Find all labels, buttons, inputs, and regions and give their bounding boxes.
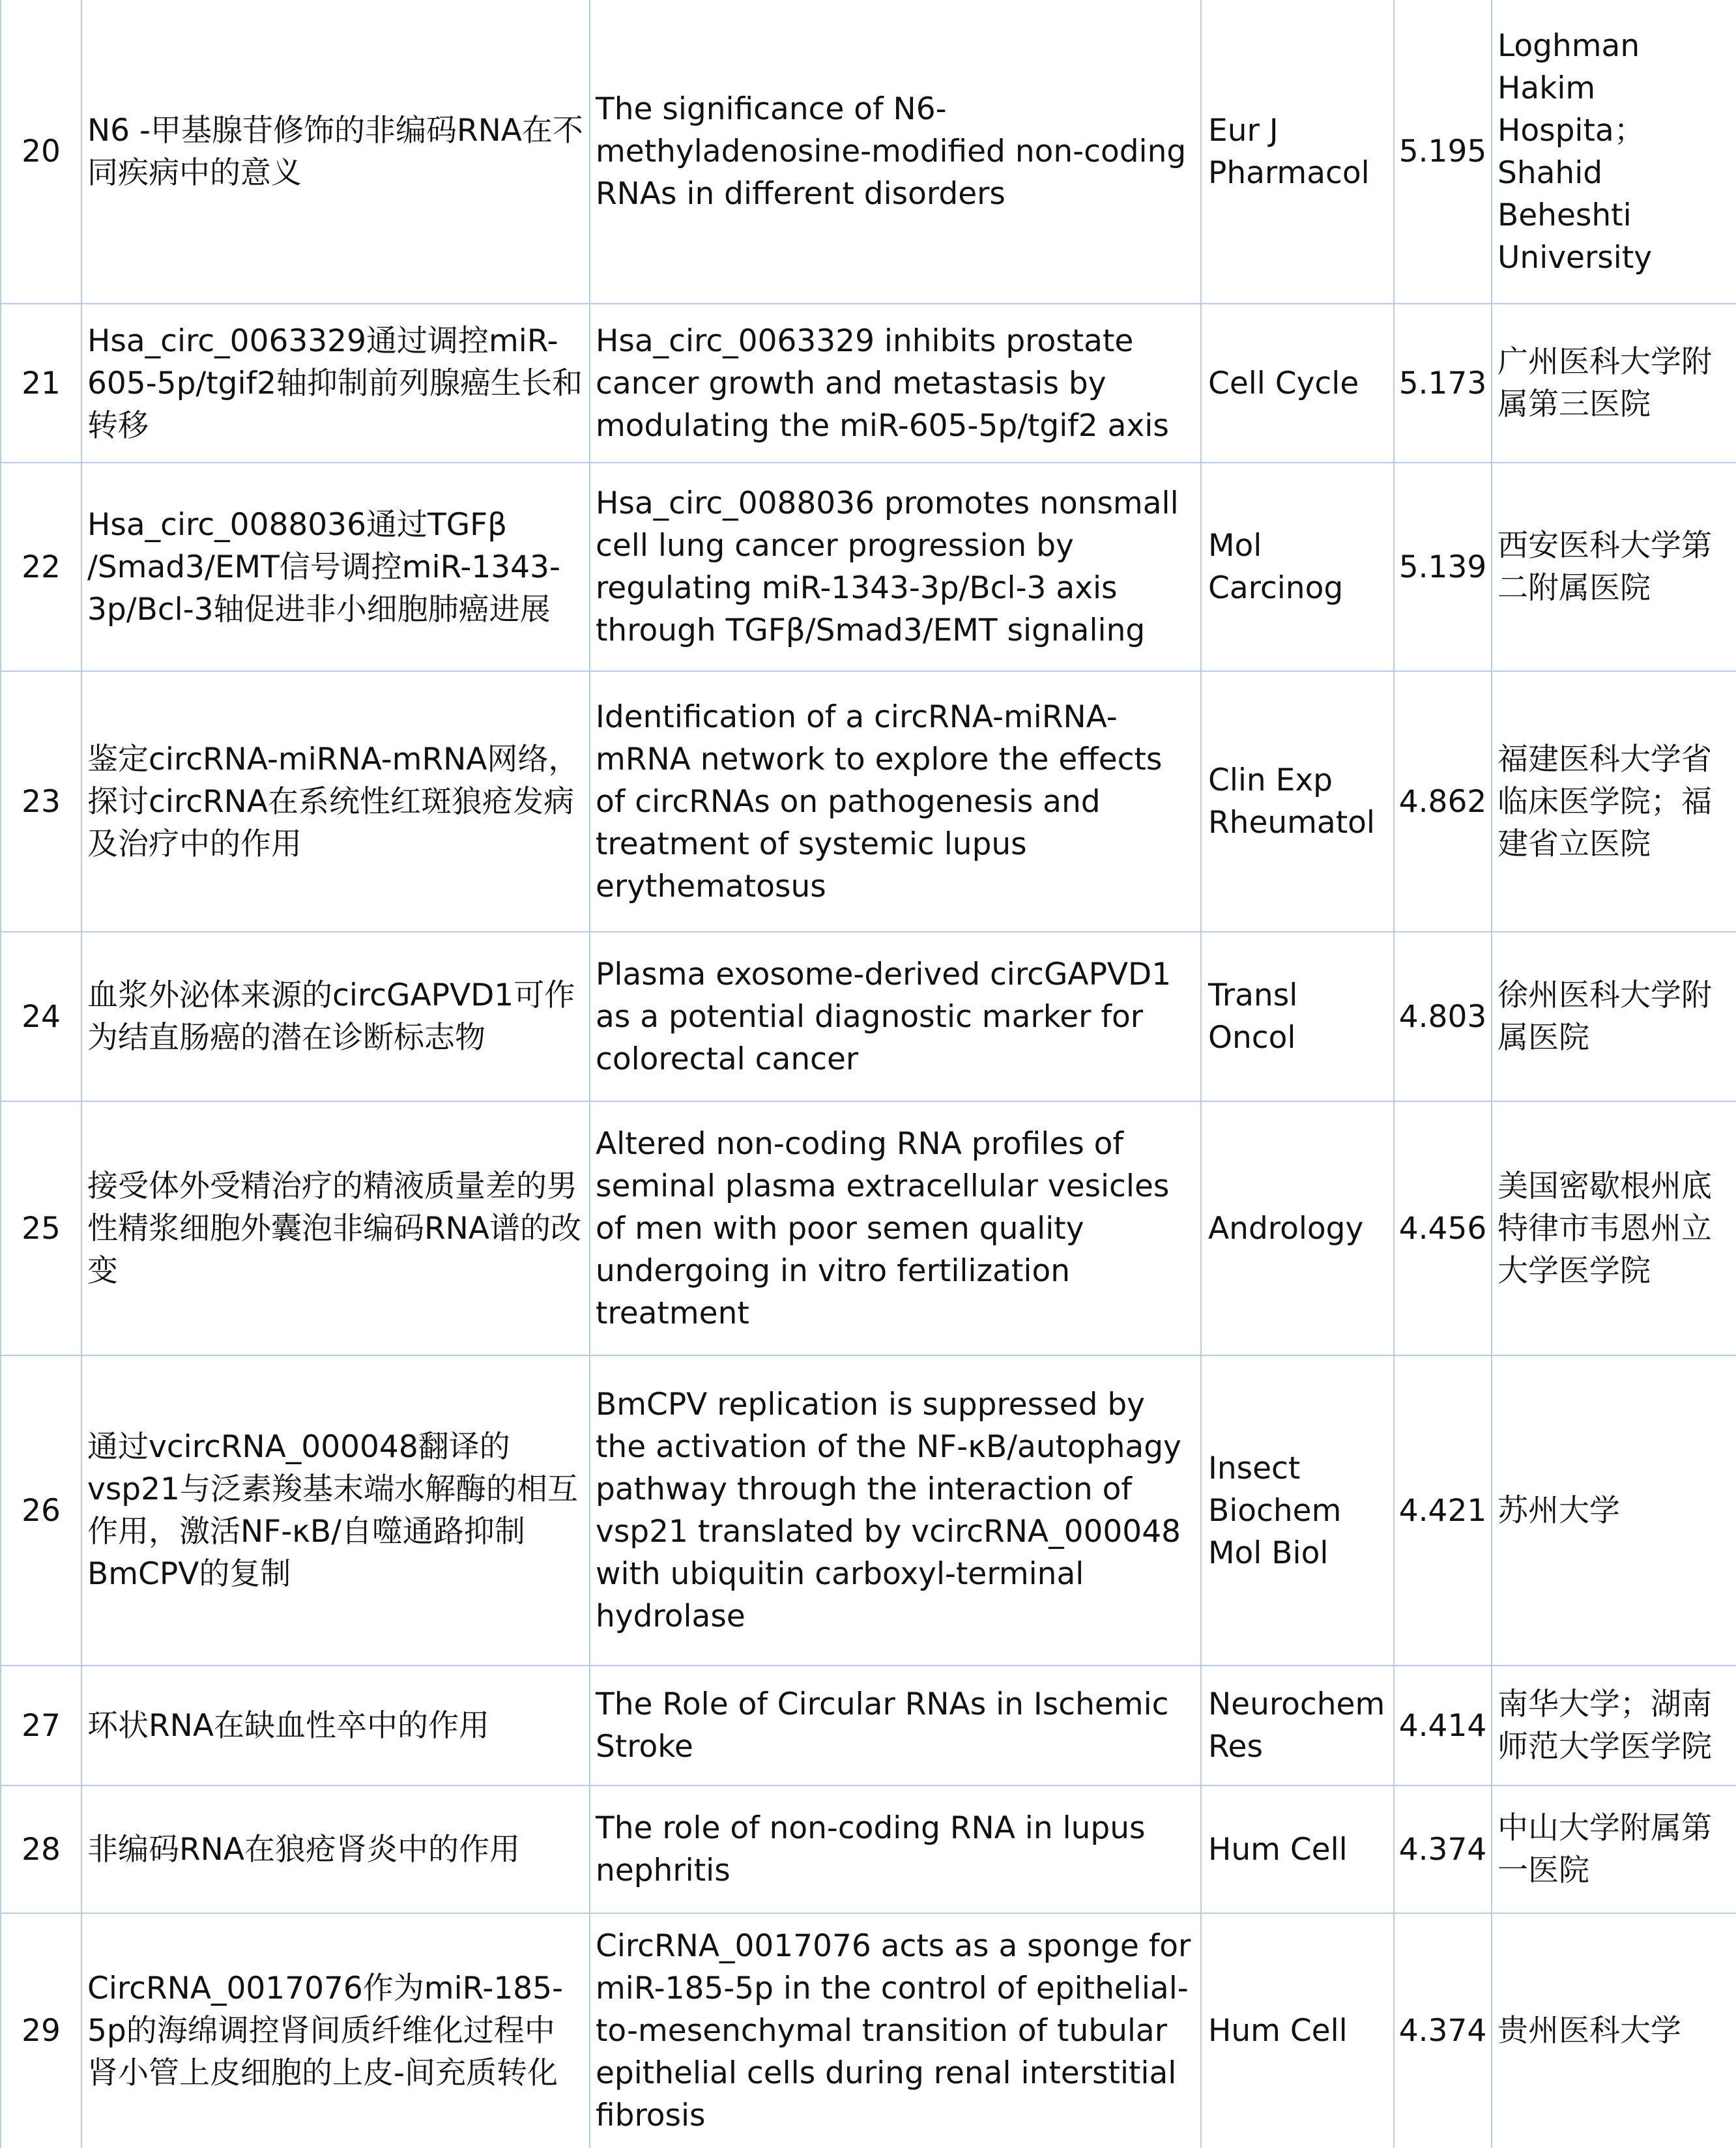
chinese-title: 环状RNA在缺血性卒中的作用 xyxy=(81,1666,590,1785)
table-row xyxy=(1,1785,1736,1913)
journal-name: Cell Cycle xyxy=(1201,304,1394,463)
journal-name: Mol Carcinog xyxy=(1201,463,1394,671)
journal-name: Insect Biochem Mol Biol xyxy=(1201,1355,1394,1666)
english-title: Altered non-coding RNA profiles of seminal plasma extracellular vesicles of men with poor semen quality undergoing in vitro fertilization treatment xyxy=(590,1101,1201,1355)
english-title: The Role of Circular RNAs in Ischemic Stroke xyxy=(590,1666,1201,1785)
table-row xyxy=(1,1355,1736,1666)
row-number: 25 xyxy=(1,1101,81,1355)
impact-factor: 4.862 xyxy=(1394,671,1492,932)
table-row xyxy=(1,1666,1736,1785)
journal-name: Transl Oncol xyxy=(1201,932,1394,1101)
chinese-title: CircRNA_0017076作为miR-185-5p的海绵调控肾间质纤维化过程中肾小管上皮细胞的上皮-间充质转化 xyxy=(81,1913,590,2148)
row-number: 28 xyxy=(1,1785,81,1913)
institution: 徐州医科大学附属医院 xyxy=(1492,932,1736,1101)
english-title: BmCPV replication is suppressed by the activation of the NF-κB/autophagy pathway through the interaction of vsp21 translated by vcircRNA_000048 with ubiquitin carboxyl-terminal hydrolase xyxy=(590,1355,1201,1666)
institution: Loghman Hakim Hospita；Shahid Beheshti University xyxy=(1492,0,1736,304)
institution: 贵州医科大学 xyxy=(1492,1913,1736,2148)
impact-factor: 5.173 xyxy=(1394,304,1492,463)
row-number: 24 xyxy=(1,932,81,1101)
chinese-title: 非编码RNA在狼疮肾炎中的作用 xyxy=(81,1785,590,1913)
english-title: The significance of N6-methyladenosine-modified non-coding RNAs in different disorders xyxy=(590,0,1201,304)
row-number: 29 xyxy=(1,1913,81,2148)
english-title: Hsa_circ_0063329 inhibits prostate cancer growth and metastasis by modulating the miR-605-5p/tgif2 axis xyxy=(590,304,1201,463)
impact-factor: 4.421 xyxy=(1394,1355,1492,1666)
row-number: 23 xyxy=(1,671,81,932)
institution: 南华大学；湖南师范大学医学院 xyxy=(1492,1666,1736,1785)
table-row xyxy=(1,0,1736,304)
english-title: CircRNA_0017076 acts as a sponge for miR-185-5p in the control of epithelial-to-mesenchymal transition of tubular epithelial cells during renal interstitial fibrosis xyxy=(590,1913,1201,2148)
institution: 美国密歇根州底特律市韦恩州立大学医学院 xyxy=(1492,1101,1736,1355)
institution: 广州医科大学附属第三医院 xyxy=(1492,304,1736,463)
chinese-title: Hsa_circ_0063329通过调控miR-605-5p/tgif2轴抑制前列腺癌生长和转移 xyxy=(81,304,590,463)
journal-name: Eur J Pharmacol xyxy=(1201,0,1394,304)
journal-name: Andrology xyxy=(1201,1101,1394,1355)
chinese-title: Hsa_circ_0088036通过TGFβ /Smad3/EMT信号调控miR-1343-3p/Bcl-3轴促进非小细胞肺癌进展 xyxy=(81,463,590,671)
chinese-title: 通过vcircRNA_000048翻译的vsp21与泛素羧基末端水解酶的相互作用，激活NF-κB/自噬通路抑制BmCPV的复制 xyxy=(81,1355,590,1666)
institution: 苏州大学 xyxy=(1492,1355,1736,1666)
impact-factor: 5.139 xyxy=(1394,463,1492,671)
chinese-title: 接受体外受精治疗的精液质量差的男性精浆细胞外囊泡非编码RNA谱的改变 xyxy=(81,1101,590,1355)
impact-factor: 4.374 xyxy=(1394,1785,1492,1913)
chinese-title: 血浆外泌体来源的circGAPVD1可作为结直肠癌的潜在诊断标志物 xyxy=(81,932,590,1101)
institution: 西安医科大学第二附属医院 xyxy=(1492,463,1736,671)
journal-name: Hum Cell xyxy=(1201,1785,1394,1913)
chinese-title: 鉴定circRNA-miRNA-mRNA网络，探讨circRNA在系统性红斑狼疮发病及治疗中的作用 xyxy=(81,671,590,932)
impact-factor: 4.414 xyxy=(1394,1666,1492,1785)
english-title: Plasma exosome-derived circGAPVD1 as a potential diagnostic marker for colorectal cancer xyxy=(590,932,1201,1101)
institution: 中山大学附属第一医院 xyxy=(1492,1785,1736,1913)
journal-name: Neurochem Res xyxy=(1201,1666,1394,1785)
table-row xyxy=(1,1101,1736,1355)
chinese-title: N6 -甲基腺苷修饰的非编码RNA在不同疾病中的意义 xyxy=(81,0,590,304)
row-number: 20 xyxy=(1,0,81,304)
row-number: 26 xyxy=(1,1355,81,1666)
institution: 福建医科大学省临床医学院；福建省立医院 xyxy=(1492,671,1736,932)
table-row xyxy=(1,463,1736,671)
journal-name: Clin Exp Rheumatol xyxy=(1201,671,1394,932)
table-row xyxy=(1,1913,1736,2148)
english-title: Hsa_circ_0088036 promotes nonsmall cell lung cancer progression by regulating miR-1343-3p/Bcl-3 axis through TGFβ/Smad3/EMT signaling xyxy=(590,463,1201,671)
table-row xyxy=(1,304,1736,463)
table-row xyxy=(1,932,1736,1101)
row-number: 22 xyxy=(1,463,81,671)
row-number: 27 xyxy=(1,1666,81,1785)
impact-factor: 5.195 xyxy=(1394,0,1492,304)
row-number: 21 xyxy=(1,304,81,463)
journal-name: Hum Cell xyxy=(1201,1913,1394,2148)
impact-factor: 4.456 xyxy=(1394,1101,1492,1355)
impact-factor: 4.374 xyxy=(1394,1913,1492,2148)
impact-factor: 4.803 xyxy=(1394,932,1492,1101)
english-title: The role of non-coding RNA in lupus nephritis xyxy=(590,1785,1201,1913)
table-row xyxy=(1,671,1736,932)
english-title: Identification of a circRNA-miRNA-mRNA network to explore the effects of circRNAs on pathogenesis and treatment of systemic lupus erythematosus xyxy=(590,671,1201,932)
